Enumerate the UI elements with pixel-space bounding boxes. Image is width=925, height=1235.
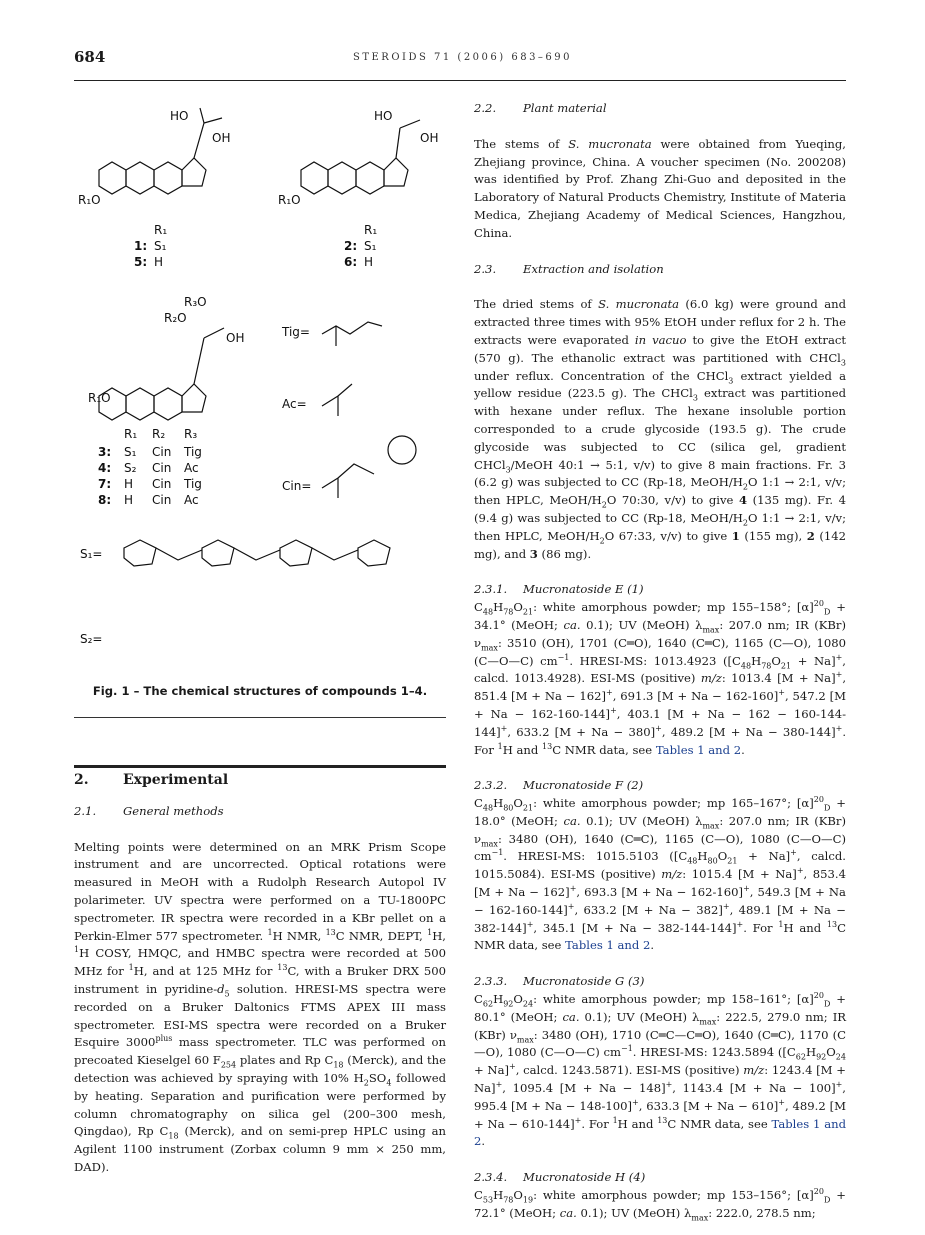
table3-row-3-r2: Cin	[152, 477, 172, 491]
table3-row-3-r3: Tig	[184, 477, 202, 491]
table3-row-1-r2: Cin	[152, 445, 172, 459]
table3-row-1-r3: Tig	[184, 445, 202, 459]
running-head: STEROIDS 71 (2006) 683–690	[352, 52, 573, 63]
table3-row-3-r1: H	[124, 477, 134, 491]
subsection-heading-mucronatoside-g: 2.3.3. Mucronatoside G (3)	[474, 974, 645, 989]
table2-row-1-label: 2:	[344, 239, 358, 253]
table3-row-2-r2: Cin	[152, 461, 172, 475]
table3-row-1-label: 3:	[98, 445, 112, 459]
steroid-skeleton-3	[99, 328, 224, 420]
cin-label: Cin=	[282, 479, 312, 493]
tig-label: Tig=	[282, 325, 310, 339]
figure-label-r2o: R₂O	[164, 311, 187, 325]
left-column	[74, 772, 446, 1177]
substituent-sketches	[322, 322, 416, 498]
extraction-paragraph: The dried stems of S. mucronata (6.0 kg) were ground and extracted three times with 95% EtOH under reflux for 2 h. The extracts were evaporated in vacuo to give the EtOH extract (570 g). The ethanolic extract was partitioned with CHCl$_3$ under reflux. Concentration of the CHCl$_3$ extract yielded a yellow residue (223.5 g). The CHCl$_3$ extract was partitioned with hexane under reflux. The hexane insoluble portion corresponded to a crude glycoside (193.5 g). The crude glycoside was subjected to CC (silica gel, gradient CHCl$_3$/MeOH 40:1 → 5:1, v/v) to give 8 main fractions. Fr. 3 (6.2 g) was subjected to CC (Rp-18, MeOH/$H_2O$ 1:1 → 2:1, v/v; then HPLC, MeOH/$H_2O$ 70:30, v/v) to give 4 (135 mg). Fr. 4 (9.4 g) was subjected to CC (Rp-18, MeOH/$H_2O$ 1:1 → 2:1, v/v; then HPLC, MeOH/$H_2O$ 67:33, v/v) to give 1 (155 mg), 2 (142 mg), and 3 (86 mg).	[474, 297, 847, 561]
table3-row-4-r3: Ac	[184, 493, 199, 507]
mucronatoside-g-paragraph: $C_{62}H_{92}O_{24}$: white amorphous powder; mp 158–161°; $[\alpha]^{20}_D + 80.1^\circ$ (MeOH; ca. 0.1); UV (MeOH) $\lambda_{max}$: 222.5, 279.0 nm; IR (KBr) $\nu_{max}$: 3480 (OH), 1710 (C═C—C═O), 1640 (C═C), 1170 (C—O), 1080 (C—O—C) $cm^{-1}$. HRESI-MS: 1243.5894 ($[C_{62}H_{92}O_{24} + Na]^+$, calcd. 1243.5871). ESI-MS (positive) m/z: 1243.4 [M + Na]+, 1095.4 [M + Na − 148]+, 1143.4 [M + Na − 100]+, 995.4 [M + Na − 148-100]+, 633.3 [M + Na − 610]+, 489.2 [M + Na − 610-144]+. For $^1$H and $^{13}$C NMR data, see Tables 1 and 2.	[474, 991, 847, 1149]
table2-row-1-value: S₁	[364, 239, 377, 253]
s2-label: S₂=	[80, 632, 103, 646]
figure-label-r1o-1: R₁O	[78, 193, 101, 207]
table3-header-r2: R₂	[152, 427, 166, 441]
steroid-skeleton-1	[99, 108, 222, 194]
table3-header-r3: R₃	[184, 427, 198, 441]
table3-row-1-r1: S₁	[124, 445, 137, 459]
s1-label: S₁=	[80, 547, 103, 561]
subsection-heading-mucronatoside-f: 2.3.2. Mucronatoside F (2)	[474, 778, 644, 793]
mucronatoside-f-paragraph: $C_{48}H_{80}O_{21}$: white amorphous powder; mp 165–167°; $[\alpha]^{20}_D + 18.0^\circ$ (MeOH; ca. 0.1); UV (MeOH) $\lambda_{max}$: 207.0 nm; IR (KBr) $\nu_{max}$: 3480 (OH), 1640 (C═C), 1165 (C—O), 1080 (C—O—C) $cm^{-1}$. HRESI-MS: 1015.5103 ($[C_{48}H_{80}O_{21} + Na]^+$, calcd. 1015.5084). ESI-MS (positive) m/z: 1015.4 [M + Na]+, 853.4 [M + Na − 162]+, 693.3 [M + Na − 162-160]+, 549.3 [M + Na − 162-160-144]+, 633.2 [M + Na − 382]+, 489.1 [M + Na − 382-144]+, 345.1 [M + Na − 382-144-144]+. For $^1$H and $^{13}$C NMR data, see Tables 1 and 2.	[474, 795, 846, 953]
sugar-chain-s1	[124, 540, 390, 566]
plant-material-paragraph: The stems of S. mucronata were obtained from Yueqing, Zhejiang province, China. A voucher specimen (No. 200208) was identified by Prof. Zhang Zhi-Guo and deposited in the Laboratory of Natural Products Chemistry, Institute of Materia Medica, Zhejiang Academy of Medical Sciences, Hangzhou, China.	[474, 136, 846, 240]
figure-label-r3o: R₃O	[184, 295, 207, 309]
subsection-heading-mucronatoside-h: 2.3.4. Mucronatoside H (4)	[474, 1170, 646, 1185]
table3-row-2-r1: S₂	[124, 461, 137, 475]
chemical-structures-figure	[74, 98, 446, 646]
mucronatoside-e-paragraph: $C_{48}H_{78}O_{21}$: white amorphous powder; mp 155–158°; $[\alpha]^{20}_D + 34.1^\circ$ (MeOH; ca. 0.1); UV (MeOH) $\lambda_{max}$: 207.0 nm; IR (KBr) $\nu_{max}$: 3510 (OH), 1701 (C═O), 1640 (C═C), 1165 (C—O), 1080 (C—O—C) $cm^{-1}$. HRESI-MS: 1013.4923 ($[C_{48}H_{78}O_{21} + Na]^+$, calcd. 1013.4928). ESI-MS (positive) m/z: 1013.4 [M + Na]+, 851.4 [M + Na − 162]+, 691.3 [M + Na − 162-160]+, 547.2 [M + Na − 162-160-144]+, 403.1 [M + Na − 162 − 160-144-144]+, 633.2 [M + Na − 380]+, 489.2 [M + Na − 380-144]+. For $^1$H and $^{13}$C NMR data, see Tables 1 and 2.	[474, 599, 846, 757]
figure-caption: Fig. 1 – The chemical structures of compounds 1–4.	[92, 684, 428, 698]
table1-row-1-value: S₁	[154, 239, 167, 253]
subsection-heading-mucronatoside-e: 2.3.1. Mucronatoside E (1)	[474, 582, 644, 597]
section-rule	[74, 765, 446, 768]
table3-row-4-r2: Cin	[152, 493, 172, 507]
subsection-heading-extraction: 2.3. Extraction and isolation	[474, 261, 664, 276]
figure-rule	[74, 717, 446, 718]
subsection-heading-general-methods: 2.1. General methods	[74, 803, 224, 818]
table3-header-r1: R₁	[124, 427, 138, 441]
section-heading-experimental: 2. Experimental	[74, 772, 229, 788]
figure-label-oh-5: OH	[226, 331, 245, 345]
right-column	[474, 100, 846, 1223]
table3-row-2-label: 4:	[98, 461, 112, 475]
steroid-skeleton-2	[301, 120, 420, 194]
ac-label: Ac=	[282, 397, 307, 411]
table1-row-2-label: 5:	[134, 255, 148, 269]
table3-row-3-label: 7:	[98, 477, 112, 491]
table2-header: R₁	[364, 223, 378, 237]
figure-label-r1o-2: R₁O	[278, 193, 301, 207]
figure-label-oh-2: OH	[212, 131, 231, 145]
table3-row-4-label: 8:	[98, 493, 112, 507]
table2-row-2-label: 6:	[344, 255, 358, 269]
figure-label-oh-1: HO	[170, 109, 189, 123]
table3-row-4-r1: H	[124, 493, 134, 507]
table1-row-1-label: 1:	[134, 239, 148, 253]
page-number: 684	[74, 48, 106, 66]
figure-label-oh-3: HO	[374, 109, 393, 123]
subsection-heading-plant-material: 2.2. Plant material	[474, 101, 607, 115]
figure-label-oh-4: OH	[420, 131, 439, 145]
mucronatoside-h-paragraph: $C_{53}H_{78}O_{19}$: white amorphous powder; mp 153–156°; $[\alpha]^{20}_D + 72.1^\circ$ (MeOH; ca. 0.1); UV (MeOH) $\lambda_{max}$: 222.0, 278.5 nm;	[474, 1187, 846, 1223]
table2-row-2-value: H	[364, 255, 374, 269]
table1-row-2-value: H	[154, 255, 164, 269]
header-rule	[74, 80, 846, 81]
table1-header: R₁	[154, 223, 168, 237]
general-methods-paragraph: Melting points were determined on an MRK Prism Scope instrument and are uncorrected. Optical rotations were measured in MeOH with a Rudolph Research Autopol IV polarimeter. UV spectra were performed on a TU-1800PC spectrometer. IR spectra were recorded in a KBr pellet on a Perkin-Elmer 577 spectrometer. $^1$H NMR, $^{13}$C NMR, DEPT, $^1$H, $^1$H COSY, HMQC, and HMBC spectra were recorded at 500 MHz for $^1$H, and at 125 MHz for $^{13}$C, with a Bruker DRX 500 instrument in pyridine-$d_5$ solution. HRESI-MS spectra were recorded on a Bruker Daltonics FTMS APEX III mass spectrometer. ESI-MS spectra were recorded on a Bruker Esquire $3000^{plus}$ mass spectrometer. TLC was performed on precoated Kieselgel 60 $F_{254}$ plates and Rp $C_{18}$ (Merck), and the detection was achieved by spraying with 10% $H_2SO_4$ followed by heating. Separation and purification were performed by column chromatography on silica gel (200–300 mesh, Qingdao), Rp $C_{18}$ (Merck), and on semi-prep HPLC using an Agilent 1100 instrument (Zorbax column 9 mm × 250 mm, DAD).	[74, 839, 447, 1174]
table3-row-2-r3: Ac	[184, 461, 199, 475]
figure-label-r1o-3: R₁O	[88, 391, 111, 405]
